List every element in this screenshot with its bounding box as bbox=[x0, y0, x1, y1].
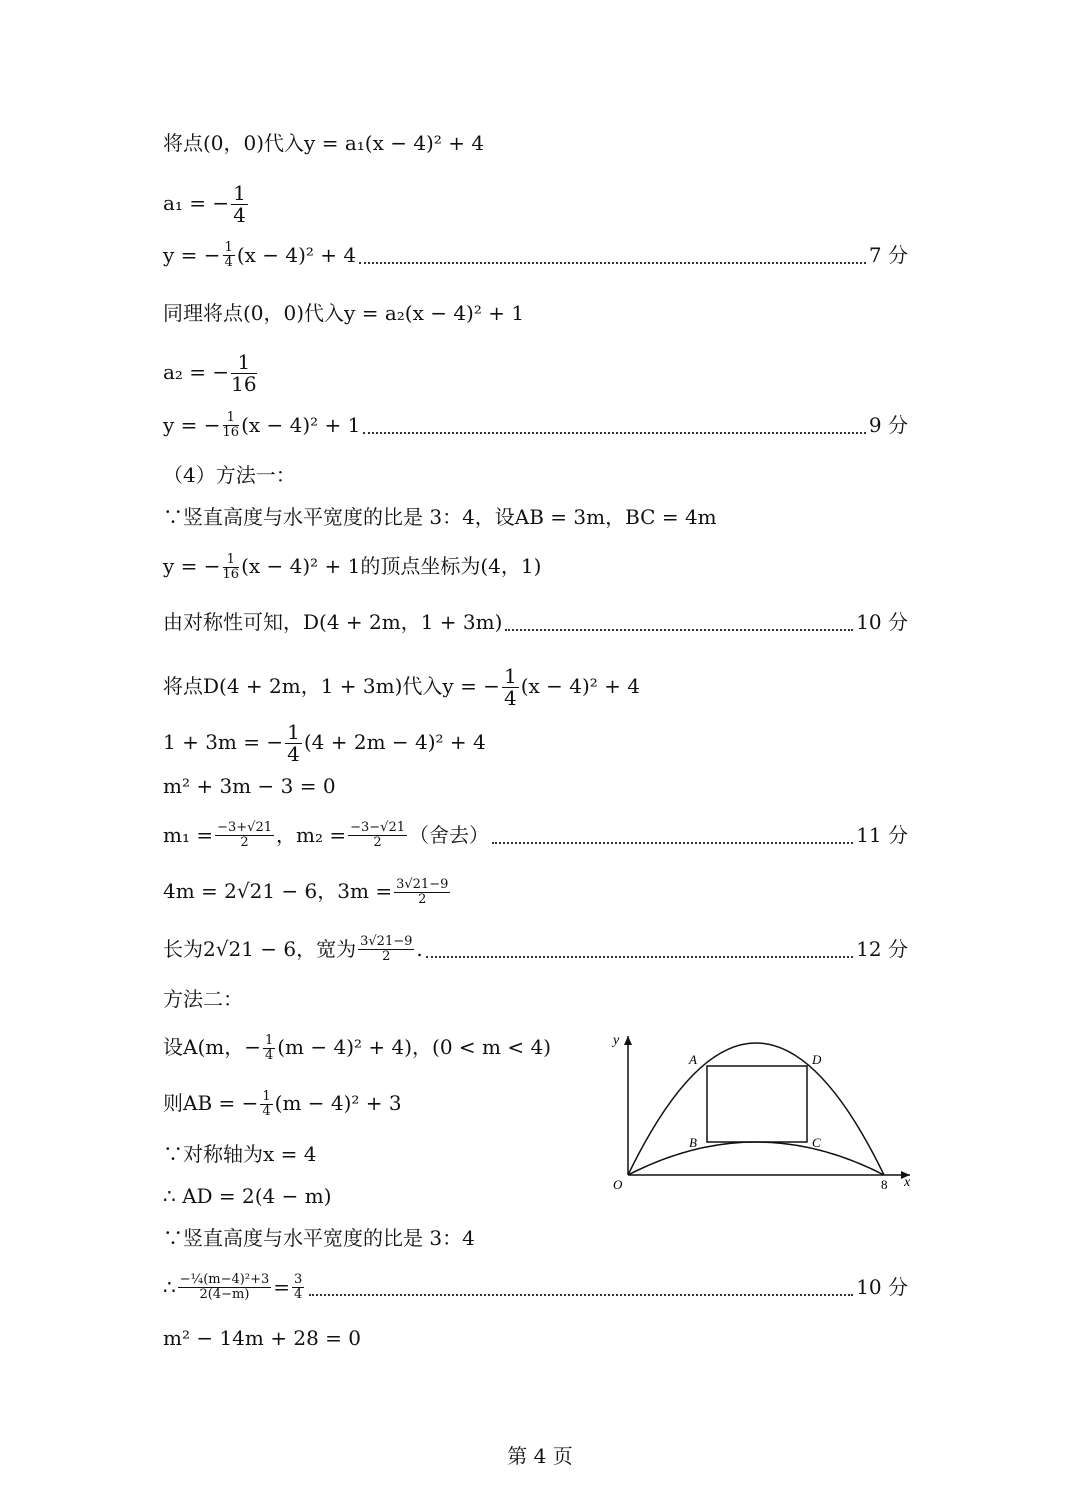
line-8: ∵竖直高度与水平宽度的比是 3：4，设AB = 3m，BC = 4m bbox=[163, 505, 717, 529]
line-11: 将点D(4 + 2m，1 + 3m)代入y = − $\frac{1}{4}$ (x − 4)² + 4 bbox=[163, 664, 640, 710]
line-19: 则AB = − $\frac{1}{4}$ (m − 4)² + 3 bbox=[163, 1089, 402, 1119]
line-6: y = − $\frac{1}{16}$ (x − 4)² + 1 9 分 bbox=[163, 410, 908, 440]
score-9: 9 分 bbox=[868, 413, 908, 438]
line-23: ∴ $\frac{\text{−¼(m−4)²+3}}{2(4-m)}$ = $\frac{3}{4}$ 10 分 bbox=[163, 1272, 908, 1302]
inner-parabola bbox=[628, 1142, 884, 1175]
line-22: ∵竖直高度与水平宽度的比是 3：4 bbox=[163, 1226, 475, 1250]
line-9: y = − $\frac{1}{16}$ (x − 4)² + 1的顶点坐标为(4，1) bbox=[163, 552, 542, 582]
label-origin: O bbox=[613, 1177, 623, 1192]
line-21: ∴ AD = 2(4 − m) bbox=[163, 1184, 332, 1208]
line-20: ∵对称轴为x = 4 bbox=[163, 1142, 317, 1166]
line-14: m₁ = $\frac{-3+√21}{2}$ ，m₂ = $\frac{-3-√21}{2}$ （舍去） 11 分 bbox=[163, 820, 908, 850]
line-7: （4）方法一： bbox=[163, 463, 296, 487]
score-11: 11 分 bbox=[856, 823, 908, 848]
rectangle-abcd bbox=[707, 1066, 807, 1142]
label-y: y bbox=[613, 1033, 620, 1048]
line-24: m² − 14m + 28 = 0 bbox=[163, 1326, 361, 1350]
score-12: 12 分 bbox=[856, 937, 908, 962]
label-b: B bbox=[689, 1135, 697, 1150]
line-12: 1 + 3m = − $\frac{1}{4}$ (4 + 2m − 4)² + 4 bbox=[163, 720, 486, 766]
outer-parabola bbox=[628, 1043, 884, 1175]
line-15: 4m = 2√21 − 6，3m = $\frac{3√21-9}{2}$ bbox=[163, 877, 449, 907]
parabola-graph bbox=[605, 1030, 920, 1195]
y-axis-arrow bbox=[624, 1036, 632, 1045]
label-eight: 8 bbox=[881, 1177, 888, 1192]
line-18: 设A(m，− $\frac{1}{4}$ (m − 4)² + 4)，(0 < m < 4) bbox=[163, 1033, 551, 1063]
score-10b: 10 分 bbox=[856, 1275, 908, 1300]
line-5: a₂ = − $\frac{1}{16}$ bbox=[163, 350, 257, 396]
line-1: 将点(0，0)代入y = a₁(x − 4)² + 4 bbox=[163, 131, 485, 155]
label-a: A bbox=[689, 1052, 697, 1067]
label-c: C bbox=[812, 1135, 821, 1150]
score-7: 7 分 bbox=[868, 243, 908, 268]
line-3: y = − $\frac{1}{4}$ (x − 4)² + 4 7 分 bbox=[163, 240, 908, 270]
label-d: D bbox=[812, 1052, 822, 1067]
score-10a: 10 分 bbox=[856, 610, 908, 634]
line-4: 同理将点(0，0)代入y = a₂(x − 4)² + 1 bbox=[163, 301, 525, 325]
label-x: x bbox=[904, 1175, 911, 1190]
line-17: 方法二： bbox=[163, 987, 243, 1011]
page-footer: 第 4 页 bbox=[507, 1444, 573, 1468]
line-13: m² + 3m − 3 = 0 bbox=[163, 774, 336, 798]
line-2: a₁ = − $\frac{1}{4}$ bbox=[163, 181, 246, 227]
line-10: 由对称性可知，D(4 + 2m，1 + 3m) 10 分 bbox=[163, 610, 908, 634]
line-16: 长为2√21 − 6，宽为 $\frac{3√21-9}{2}$ . 12 分 bbox=[163, 934, 908, 964]
